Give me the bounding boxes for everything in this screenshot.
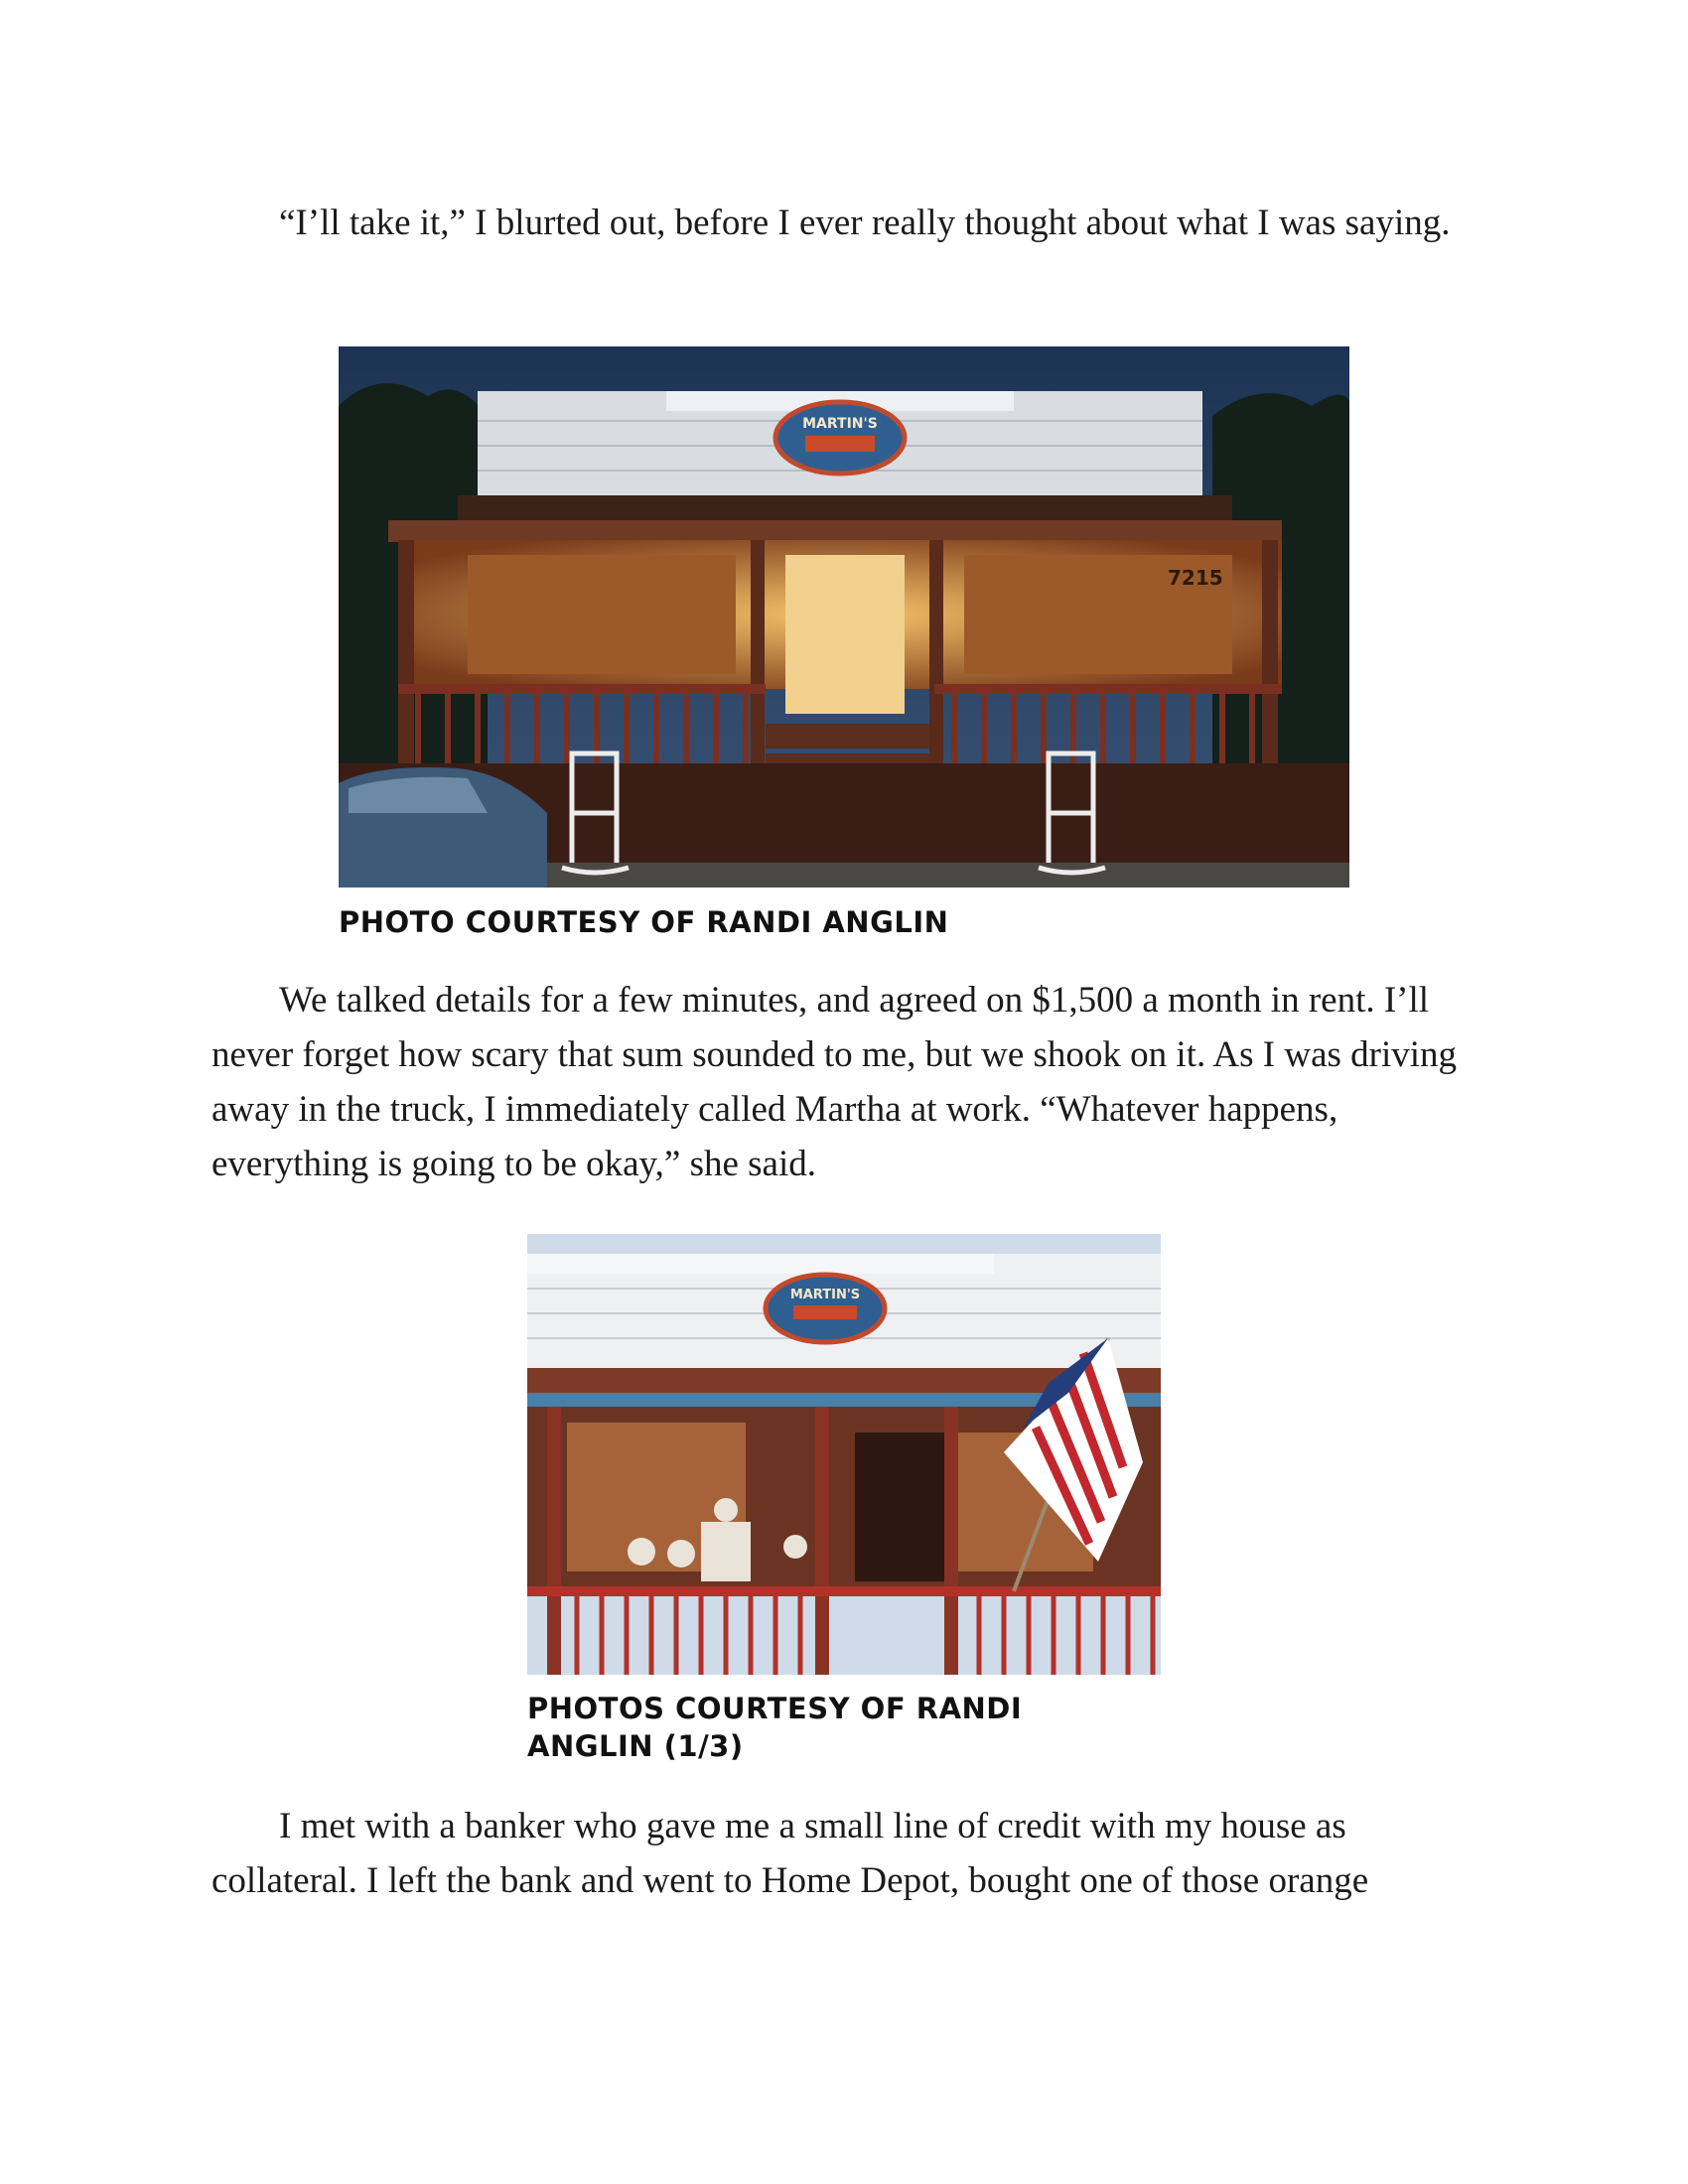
photo-caption-1: PHOTO COURTESY OF RANDI ANGLIN	[339, 905, 949, 939]
photo-caption-2-line-1: PHOTOS COURTESY OF RANDI	[527, 1692, 1023, 1725]
body-paragraph-3: I met with a banker who gave me a small line of credit with my house as collateral. I left the bank and went to Home Depot, bought one of those orange	[211, 1806, 1369, 1901]
sign-text: MARTIN'S	[802, 416, 878, 432]
sign-text-2: MARTIN'S	[789, 1288, 861, 1302]
photo-caption-2-line-2: ANGLIN (1/3)	[527, 1729, 744, 1763]
house-number: 7215	[1168, 566, 1223, 590]
body-paragraph-1: “I’ll take it,” I blurted out, before I ever really thought about what I was saying.	[279, 203, 1451, 243]
restaurant-day-photo	[527, 1234, 1161, 1675]
body-paragraph-2: We talked details for a few minutes, and agreed on $1,500 a month in rent. I’ll never forget how scary that sum sounded to me, but we shook on it. As I was driving away in the truck, I immediately called Martha at work. “Whatever happens, everything is going to be okay,” she said.	[211, 980, 1458, 1184]
restaurant-night-photo	[339, 346, 1349, 887]
